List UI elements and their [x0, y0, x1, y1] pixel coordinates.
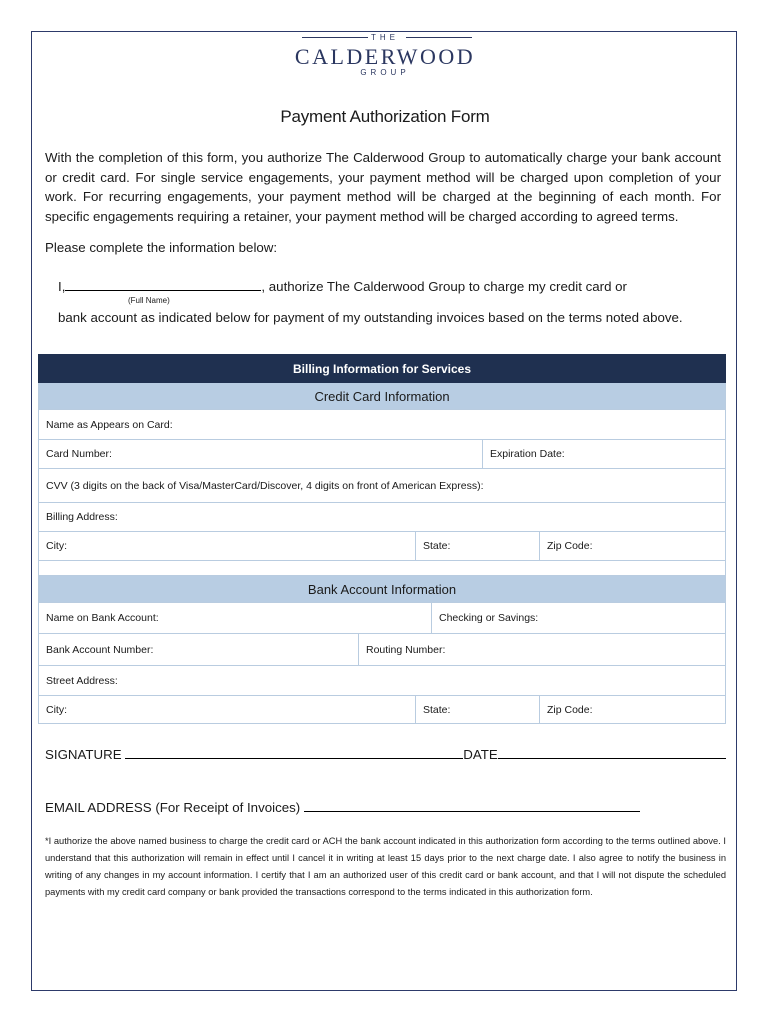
- zip-code-field[interactable]: Zip Code:: [539, 532, 725, 560]
- full-name-field[interactable]: [65, 278, 261, 291]
- street-address-field[interactable]: Street Address:: [46, 674, 118, 687]
- email-field[interactable]: [304, 798, 640, 812]
- authorization-line-2: bank account as indicated below for payment of my outstanding invoices based on the terms noted above.: [58, 310, 683, 325]
- card-number-field[interactable]: Card Number:: [46, 448, 112, 460]
- state-field[interactable]: State:: [415, 532, 539, 560]
- table-row: [38, 696, 726, 724]
- checking-or-savings-field[interactable]: Checking or Savings:: [431, 603, 725, 633]
- expiration-date-field[interactable]: Expiration Date:: [482, 440, 725, 468]
- name-on-card-field[interactable]: Name as Appears on Card:: [46, 418, 173, 431]
- billing-address-field[interactable]: Billing Address:: [46, 511, 118, 523]
- email-line: [45, 798, 640, 815]
- cvv-field[interactable]: CVV (3 digits on the back of Visa/MasterCard/Discover, 4 digits on front of American Express):: [46, 479, 484, 492]
- bank-account-number-field[interactable]: Bank Account Number:: [46, 643, 154, 656]
- date-field[interactable]: [498, 745, 726, 759]
- logo-the: THE: [371, 33, 399, 42]
- table-spacer: [38, 561, 726, 576]
- zip-code-field-bank[interactable]: Zip Code:: [539, 696, 725, 723]
- routing-number-field[interactable]: Routing Number:: [358, 634, 725, 665]
- billing-header: Billing Information for Services: [38, 354, 726, 383]
- auth-suffix: , authorize The Calderwood Group to charge my credit card or: [261, 279, 627, 294]
- table-row: [38, 503, 726, 532]
- authorization-line: [58, 278, 627, 294]
- table-row: [38, 440, 726, 469]
- auth-prefix: I,: [58, 279, 66, 294]
- disclaimer: *I authorize the above named business to charge the credit card or ACH the bank account indicated in this authorization form according to the terms outlined above. I understand that this authorization will remain in effect until I cancel it in writing at least 15 days prior to the next charge date. I also agree to notify the business in writing of any changes in my account information. I certify that I am an authorized user of this credit card or bank account, and that I will not dispute the scheduled payments with my credit card company or bank provided the transactions correspond to the terms indicated in this authorization form.: [45, 836, 726, 897]
- bank-account-header: Bank Account Information: [38, 576, 726, 603]
- signature-label: SIGNATURE: [45, 747, 122, 762]
- name-on-bank-account-field[interactable]: Name on Bank Account:: [46, 612, 159, 624]
- signature-line: [45, 745, 726, 762]
- city-field-bank[interactable]: City:: [46, 703, 67, 716]
- table-row: [38, 603, 726, 634]
- instruction-text: Please complete the information below:: [45, 240, 278, 255]
- credit-card-header: Credit Card Information: [38, 383, 726, 410]
- page-title: Payment Authorization Form: [280, 107, 490, 126]
- intro-paragraph: With the completion of this form, you authorize The Calderwood Group to automatically charge your bank account or credit card. For single service engagements, your payment method will be charged upon completion of your work. For recurring engagements, your payment method will be charged at the beginning of each month. For specific engagements requiring a retainer, your payment method will be charged according to agreed terms.: [45, 150, 721, 224]
- city-field[interactable]: City:: [46, 540, 67, 552]
- signature-field[interactable]: [125, 745, 463, 759]
- table-row: [38, 469, 726, 503]
- table-row: [38, 532, 726, 561]
- date-label: DATE: [463, 747, 498, 762]
- email-label: EMAIL ADDRESS (For Receipt of Invoices): [45, 800, 301, 815]
- table-row: [38, 634, 726, 666]
- state-field-bank[interactable]: State:: [415, 696, 539, 723]
- billing-table: [38, 354, 726, 724]
- table-row: [38, 666, 726, 696]
- table-row: [38, 410, 726, 440]
- logo-group: GROUP: [360, 68, 410, 77]
- logo-name: CALDERWOOD: [294, 44, 476, 69]
- full-name-hint: (Full Name): [128, 296, 170, 305]
